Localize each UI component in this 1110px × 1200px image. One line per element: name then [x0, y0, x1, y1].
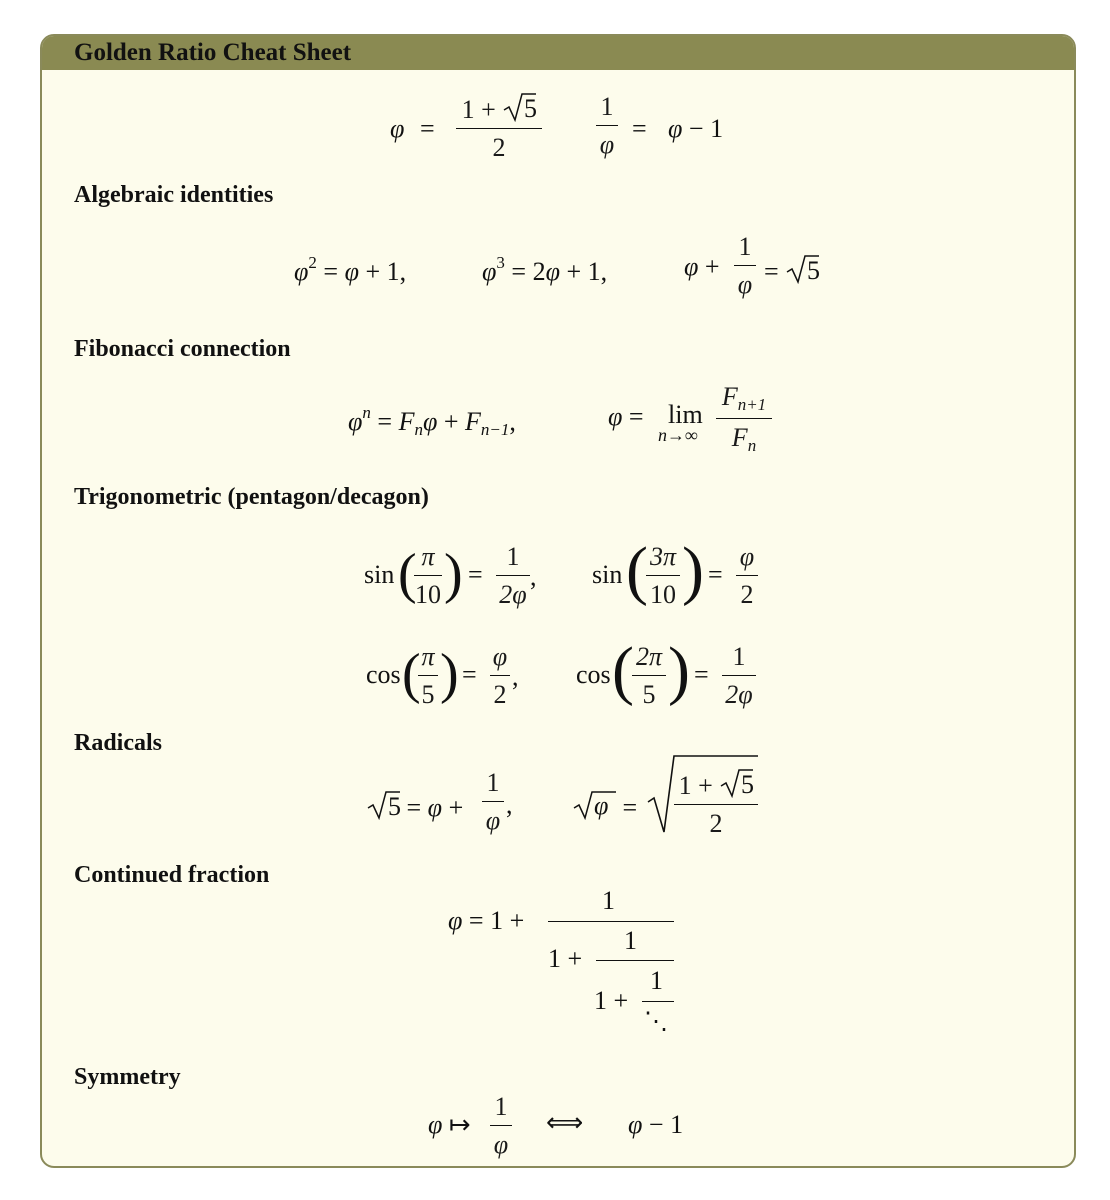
- cf-level-2: 1 +: [548, 944, 583, 973]
- cf-numerator-3: 1: [650, 966, 663, 995]
- equals-sign: =: [462, 660, 477, 689]
- cf-bar-1: [548, 921, 674, 922]
- phi-minus-one: φ − 1: [668, 114, 724, 143]
- comma: ,: [512, 662, 519, 691]
- title-bar: [42, 36, 1074, 70]
- sheet-title: Golden Ratio Cheat Sheet: [74, 39, 352, 66]
- phi-plus-recip: φ +: [684, 252, 720, 281]
- equals-sign: =: [420, 114, 435, 143]
- phi-n-identity: $\varphi^n = F_n\varphi + F_{n-1}$,: [348, 403, 516, 439]
- phi-minus-one: φ − 1: [628, 1110, 684, 1139]
- cf-bar-2: [596, 960, 674, 961]
- left-paren: (: [402, 643, 421, 705]
- fibonacci-ratio: $F_{n+1}$ $F_n$: [716, 384, 772, 454]
- phi-over-2: φ 2: [736, 544, 758, 608]
- equals-sign: =: [708, 560, 723, 589]
- right-paren: ): [682, 534, 704, 607]
- cf-level-3: 1 +: [594, 986, 629, 1015]
- golden-fraction-under-root: 1 + 5 2: [674, 768, 758, 837]
- left-paren: (: [626, 534, 648, 607]
- iff-arrow: ⟺: [546, 1108, 584, 1137]
- lim-subscript: n→∞: [658, 425, 698, 445]
- svg-text:5: 5: [807, 256, 820, 284]
- equals-sqrt5: = 5: [764, 256, 820, 286]
- recip-phi-fraction: 1 φ: [490, 1094, 512, 1158]
- lim-operator: lim: [668, 400, 703, 429]
- sin-operator: sin: [592, 560, 623, 589]
- svg-text:φ: φ: [594, 791, 609, 820]
- pi-over-5: π 5: [418, 644, 438, 708]
- phi-symbol: φ: [390, 114, 405, 143]
- phi-over-2: φ 2: [490, 644, 510, 708]
- cheat-sheet-card: [40, 34, 1076, 1168]
- cf-lead: φ = 1 +: [448, 906, 525, 935]
- recip-phi-fraction: 1 φ: [734, 234, 756, 298]
- cf-numerator-1: 1: [602, 886, 615, 915]
- heading-continued: Continued fraction: [74, 862, 270, 888]
- left-paren: (: [612, 634, 634, 707]
- reciprocal-fraction: 1 φ: [596, 94, 618, 158]
- right-paren: ): [668, 634, 690, 707]
- heading-radicals: Radicals: [74, 730, 163, 756]
- sqrt5-identity: 5 = φ +: [366, 790, 463, 821]
- sqrt-icon: [719, 768, 753, 798]
- sqrt-icon: [366, 790, 400, 820]
- cf-ellipsis: ⋱: [644, 1009, 668, 1035]
- phi-cubed-identity: $\varphi^3 = 2\varphi + 1$,: [482, 253, 608, 286]
- right-paren: ): [444, 543, 463, 605]
- svg-text:5: 5: [388, 792, 400, 820]
- phi-maps-to: φ ↦: [428, 1110, 471, 1139]
- sqrt-icon: [785, 254, 819, 284]
- phi-limit: φ =: [608, 402, 644, 431]
- golden-fraction: 1 + 5 2: [456, 92, 542, 161]
- phi-squared-identity: $\varphi^2 = \varphi + 1$,: [294, 253, 407, 286]
- pi-over-10: π 10: [415, 542, 441, 609]
- cf-bar-3: [642, 1001, 674, 1002]
- cos-operator: cos: [366, 660, 401, 689]
- sqrt-icon: [572, 790, 616, 820]
- cf-numerator-2: 1: [624, 926, 637, 955]
- right-paren: ): [440, 643, 459, 705]
- sin-operator: sin: [364, 560, 395, 589]
- equals-sign: =: [468, 560, 483, 589]
- sqrt-icon: [502, 92, 536, 122]
- cos-operator: cos: [576, 660, 611, 689]
- heading-trig: Trigonometric (pentagon/decagon): [74, 484, 429, 510]
- left-paren: (: [398, 543, 417, 605]
- equals-sign: =: [632, 114, 647, 143]
- heading-fibonacci: Fibonacci connection: [74, 336, 291, 362]
- comma: ,: [530, 562, 537, 591]
- equals-sign: =: [694, 660, 709, 689]
- sqrt-phi: φ =: [572, 790, 637, 821]
- heading-symmetry: Symmetry: [74, 1064, 181, 1090]
- heading-algebraic: Algebraic identities: [74, 182, 274, 208]
- recip-phi-fraction: 1 φ: [482, 770, 504, 834]
- svg-text:5: 5: [524, 94, 537, 122]
- svg-text:5: 5: [741, 770, 754, 798]
- one-over-2phi: 1 2φ: [496, 544, 530, 608]
- 3pi-over-10: 3π 10: [646, 544, 680, 608]
- 2pi-over-5: 2π 5: [632, 644, 666, 708]
- one-over-2phi: 1 2φ: [722, 644, 756, 708]
- comma: ,: [506, 790, 513, 819]
